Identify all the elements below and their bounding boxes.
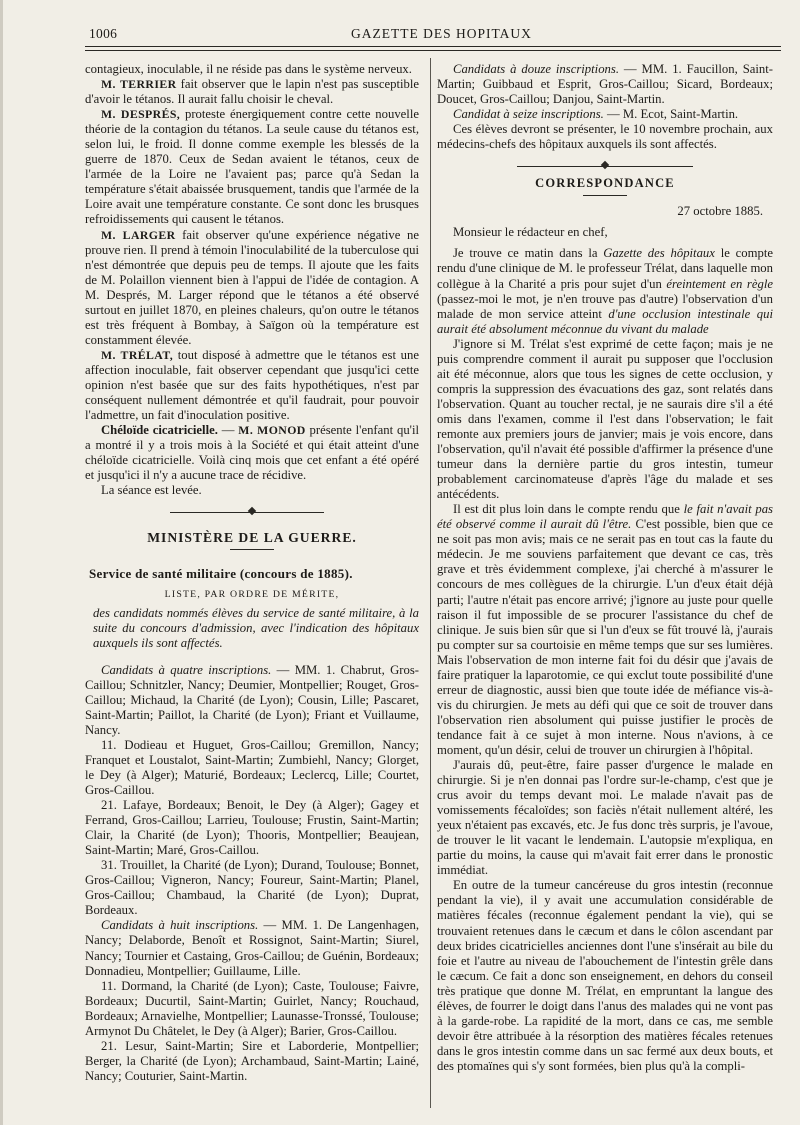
paragraph (437, 246, 773, 336)
list-paragraph: 21. Lafaye, Bordeaux; Benoit, le Dey (à Alger); Gagey et Ferrand, Gros-Caillou; Larrieu, Toulouse; Frustin, Saint-Martin; Clair, la Charité (de Lyon); Thooris, Montpellier; Beaujean, Saint-Martin; Maré, Gros-Caillou. (85, 798, 419, 858)
section-title: CORRESPONDANCE (535, 176, 675, 191)
paragraph: Ces élèves devront se présenter, le 10 novembre prochain, aux médecins-chefs des hôpitaux auxquels ils sont affectés. (437, 122, 773, 152)
speaker-name: M. TRÉLAT, (101, 347, 174, 362)
speaker-name: M. TERRIER (101, 77, 177, 92)
list-paragraph (85, 918, 419, 978)
paragraph: La séance est levée. (101, 483, 202, 498)
dash: — (217, 423, 239, 438)
subsection-title: Service de santé militaire (concours de 1885). (89, 566, 353, 582)
italic-phrase: d'une occlusion intestinale qui aurait été absolument méconnue du vivant du malade (437, 306, 773, 336)
paragraph (85, 107, 419, 227)
paragraph: J'aurais dû, peut-être, faire passer d'urgence le malade en chirurgie. Si je n'en donnai pas l'ordre sur-le-champ, c'est que je crus avoir du temps devant moi. Le malade n'avait pas de vomissements fécaloïdes; son faciès n'était nullement altéré, les yeux n'étaient pas excavés, etc. Je fus donc très surpris, je l'avoue, de trouver le lit vacant le lendemain. L'autopsie m'expliqua, en partie du moins, la cause qui m'avait fait errer dans le pronostic immédiat. (437, 758, 773, 878)
paragraph-text: présente l'enfant qu'il a montré il y a trois mois à la Société et qui était atteint d'une chéloïde cicatricielle. Voilà cinq mois que cet enfant a été opéré et jusqu'ici il n'y a aucune trace de récidive. (85, 423, 419, 483)
paragraph-text: proteste énergiquement contre cette nouvelle théorie de la contagion du tétanos. La seule cause du tétanos est, selon lui, le froid. Il donne comme exemple les blessés de la guerre de 1870. Ceux de Sedan avaient le tétanos, ceux de l'armée de la Loire ne l'avaient pas; parce qu'à Sedan la température s'était abaissée brusquement, tandis que l'armée de la Loire avait une température constante. Ce sont donc les brusques refroidissements qui causent le tétanos. (85, 107, 419, 227)
speaker-name: M. DESPRÉS, (101, 107, 181, 122)
list-text: — MM. 1. De Langenhagen, Nancy; Delaborde, Benoît et Rossignot, Saint-Martin; Siurel, Nancy; Tournier et Castaing, Gros-Caillou; de Guénin, Bordeaux; Donnadieu, Montpellier; Guillaume, Lille. (85, 918, 419, 978)
paragraph: contagieux, inoculable, il ne réside pas dans le système nerveux. (85, 62, 412, 76)
paragraph-text: Je trouve ce matin dans la (453, 246, 604, 261)
right-column (437, 62, 773, 1074)
list-heading: LISTE, PAR ORDRE DE MÉRITE, (164, 589, 340, 601)
list-paragraph: 21. Lesur, Saint-Martin; Sire et Laborderie, Montpellier; Berger, la Charité (de Lyon); Archambaud, Saint-Martin; Lainé, Nancy; Couturier, Saint-Martin. (85, 1038, 419, 1083)
list-paragraph (437, 62, 773, 107)
salutation: Monsieur le rédacteur en chef, (453, 225, 608, 240)
paragraph: En outre de la tumeur cancéreuse du gros intestin (reconnue pendant la vie), il y avait une accumulation considérable de matières fécales (reconnue également pendant la vie), qui se trouvaient retenues dans le cæcum et dans le côlon ascendant par deux brides cicatricielles anciennes dont l'une s'insérait au bile du foie et l'autre au niveau de l'abouchement de l'intestin grêle dans le cæcum. Ce fait a donc son enseignement, en dehors du conseil très pratique que donne M. Trélat, en empruntant la langue des élèves, de fourrer le doigt dans l'anus des malades qui ne vont pas à la garde-robe. La rapidité de la mort, dans ce cas, me semble devoir être attribuée à la résorption des matières fécales retenues dans le gros intestin comme dans un sac fermé aux deux bouts, et des ptomaïnes qui s'y sont formées, bien plus qu'à la compli- (437, 878, 773, 1073)
list-text: — MM. 1. Faucillon, Saint-Martin; Guibbaud et Esprit, Gros-Caillou; Sicard, Bordeaux; Doucet, Gros-Caillou; Danjou, Saint-Martin. (437, 62, 773, 107)
paragraph-text: Il est dit plus loin dans le compte rendu que (453, 502, 684, 517)
paragraph (437, 502, 773, 758)
paragraph (85, 228, 419, 348)
letter-date: 27 octobre 1885. (677, 204, 763, 219)
left-column (85, 62, 419, 1084)
paragraph (85, 77, 419, 107)
list-label: Candidat à seize inscriptions. (453, 107, 604, 122)
speaker-name: M. MONOD (238, 423, 306, 438)
list-text: — M. Ecot, Saint-Martin. (603, 107, 739, 122)
section-title: MINISTÈRE DE LA GUERRE. (147, 530, 357, 546)
list-label: Candidats à douze inscriptions. (453, 62, 619, 76)
list-label: Candidats à huit inscriptions. (101, 918, 259, 933)
journal-title: GAZETTE DES HOPITAUX (351, 26, 532, 41)
paragraph-text: tout disposé à admettre que le tétanos est une affection inoculable, fait observer cependant que jusqu'ici cette opinion n'est basée que sur des faits hypothétiques, n'est par conséquent nullement démontrée et qu'il faudrait, pour pouvoir l'admettre, un fait d'inoculation positive. (85, 347, 420, 423)
paragraph: J'ignore si M. Trélat s'est exprimé de cette façon; mais je ne puis comprendre comment il aurait pu supposer que l'occlusion ait été méconnue, alors que tous les signes de cette occlusion, y compris la suppression des évacuations des gaz, sont relatés dans l'observation. Quant au toucher rectal, je ne saurais dire s'il a été omis dans l'examen, comme il l'est dans l'observation; le fait remonte aux premiers jours de janvier; mais je vois encore, dans l'observation, qu'il n'avait été possible d'affirmer la présence d'une tumeur dans la dernière partie du gros intestin, tumeur probablement carcinomateuse d'après l'âge du malade et ses antécédents. (437, 336, 773, 502)
header-rule-thin (85, 50, 781, 51)
italic-phrase: éreintement en règle (666, 276, 773, 291)
section-separator (85, 506, 419, 520)
list-label: Candidats à quatre inscriptions. (101, 662, 272, 677)
list-intro: des candidats nommés élèves du service de santé militaire, à la suite du concours d'admission, avec l'indication des hôpitaux auxquels ils sont affectés. (93, 605, 419, 650)
paragraph (85, 423, 419, 483)
speaker-name: M. LARGER (101, 227, 176, 242)
section-separator (437, 160, 773, 174)
page-number: 1006 (89, 26, 118, 41)
page-header (83, 24, 783, 44)
list-paragraph: 11. Dormand, la Charité (de Lyon); Caste, Toulouse; Faivre, Bordeaux; Ducurtil, Saint-Martin; Guirlet, Nancy; Rouchaud, Bordeaux; Arnavielhe, Montpellier; Launasse-Tronssé, Toulouse; Armynot Du Châtelet, le Dey (à Alger); Barier, Gros-Caillou. (85, 978, 419, 1038)
list-paragraph: 31. Trouillet, la Charité (de Lyon); Durand, Toulouse; Bonnet, Gros-Caillou; Vigneron, Nancy; Foureur, Saint-Martin; Planel, Gros-Caillou; Chambaud, la Charité (de Lyon); Duprat, Bordeaux. (85, 858, 419, 918)
paragraph-text: C'est possible, bien que ce ne soit pas mon avis; mais ce ne serait pas en tout cas la faute du médecin. Je me souviens parfaitement que devant ce cas, très grave et très évidemment complexe, j'ai cherché à m'assurer le concours de mes collègues de la chirurgie. L'un d'eux était déjà parti; l'autre n'était pas encore arrivé; j'ignore au juste pour quelle raison il fut impossible de se procurer l'assistance du chef de clinique. Je suis bien sûr que si l'un d'eux se fût trouvé là, j'aurais pu compter sur sa courtoisie en même temps que sur ses lumières. Mais l'observation de mon interne fait foi du désir que j'avais de faire pratiquer la laparotomie, ce qui exclut toute possibilité d'une erreur de diagnostic, aussi bien que toute idée de méfiance vis-à-vis du chirurgien. Je mets au défi qui que ce soit de trouver dans l'observation rien absolument qui puisse justifier le procès de tendance fait à ce sujet à mon interne. Nous n'avions, à ce moment, qu'un désir, celui de trouver un chirurgien à l'hôpital. (437, 517, 773, 757)
column-divider (430, 58, 431, 1108)
paragraph-text: le compte rendu d'une clinique de M. le professeur Trélat, dans laquelle mon collègue à la Charité a pris pour sujet d'un (437, 246, 773, 291)
list-paragraph (85, 663, 419, 738)
short-rule (583, 195, 627, 202)
paragraph-text: fait observer que le lapin n'est pas susceptible d'avoir le tétanos. Il aurait fallu choisir le cheval. (85, 77, 419, 107)
paragraph-text: (passez-moi le mot, je n'en trouve pas d'autre) l'observation d'un malade de mon service atteint (437, 291, 773, 321)
italic-phrase: le fait n'avait pas été observé comme il aurait dû l'être. (437, 502, 773, 532)
journal-name: Gazette des hôpitaux (603, 246, 715, 261)
short-rule (230, 549, 274, 560)
header-rule-thick (85, 46, 781, 47)
list-text: — MM. 1. Chabrut, Gros-Caillou; Schnitzler, Nancy; Deumier, Montpellier; Rouget, Gros-Caillou; Michaud, la Charité (de Lyon); Cousin, Lille; Pascaret, Saint-Martin; Paillot, la Charité (de Lyon); Friant et Vuillaume, Nancy. (85, 662, 419, 737)
list-paragraph (437, 107, 773, 122)
paragraph-text: fait observer qu'une expérience négative ne prouve rien. Il prend à témoin l'inoculabilité de la tuberculose qui n'est démontrée que depuis peu de temps. Il ajoute que les faits de M. Polaillon viennent bien à l'appui de l'idée de contagion. A M. Després, M. Larger répond que le tétanos a été observé surtout en juillet 1870, en pleines chaleurs, qu'on outre le tétanos est très fréquent à Bombay, à Saïgon où la température est constamment élevée. (85, 227, 419, 347)
case-title: Chéloïde cicatricielle. (101, 423, 218, 438)
list-paragraph: 11. Dodieau et Huguet, Gros-Caillou; Gremillon, Nancy; Franquet et Loustalot, Saint-Martin; Zumbiehl, Nancy; Glorget, le Dey (à Alger); Maturié, Bordeaux; Leclercq, Lille; Courtet, Gros-Caillou. (85, 737, 419, 798)
paragraph (85, 348, 419, 423)
